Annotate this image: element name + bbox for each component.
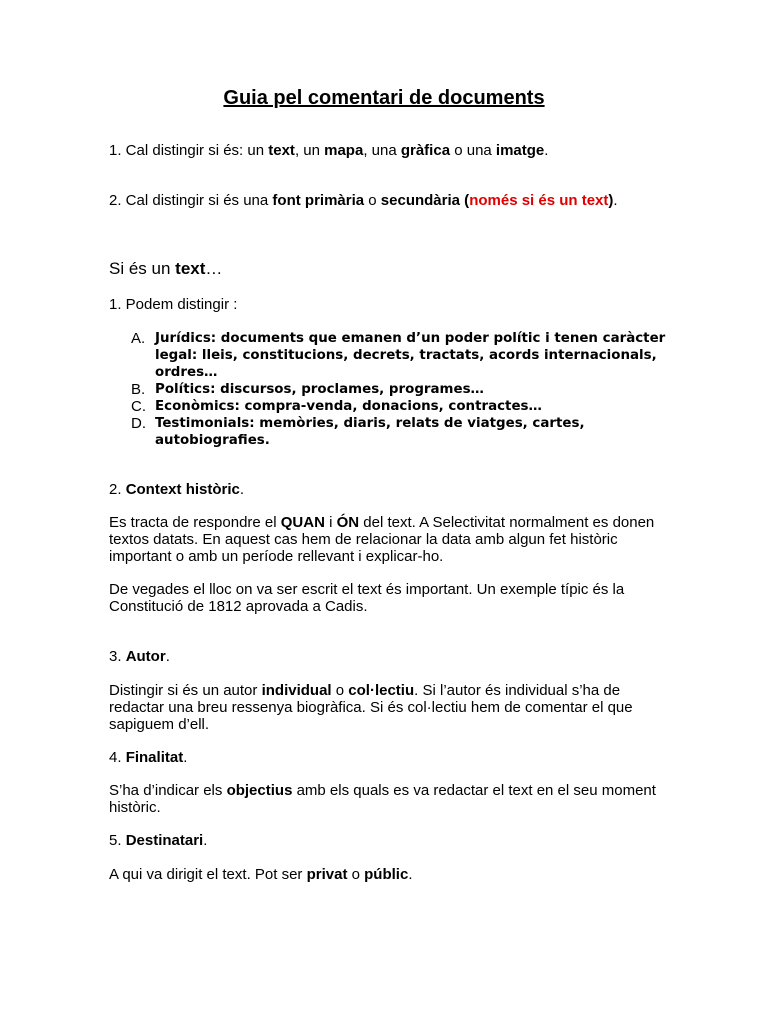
list-item-text: Econòmics: compra-venda, donacions, contractes… — [155, 399, 542, 414]
section-heading-prefix: Si és un — [109, 259, 176, 278]
text-run: font primària — [272, 192, 365, 209]
text-run: col·lectiu — [348, 682, 415, 699]
item-3-heading — [109, 648, 170, 665]
text-run: privat — [306, 866, 348, 883]
item-5-label: Destinatari — [125, 832, 204, 849]
list-marker: A. — [131, 330, 146, 347]
text-run: gràfica — [400, 142, 451, 159]
list-item — [131, 415, 671, 449]
destinatari-paragraph — [109, 866, 669, 883]
text-run: 1. Cal distingir si és: un — [109, 142, 269, 159]
item-3-end: . — [165, 648, 170, 665]
list-marker: C. — [131, 398, 146, 415]
list-item — [131, 381, 671, 398]
text-run: QUAN — [280, 514, 325, 531]
context-paragraph-1 — [109, 514, 669, 565]
document-title: Guia pel comentari de documents — [223, 87, 545, 109]
text-run: . — [408, 866, 413, 883]
text-run: Distingir si és un autor — [109, 682, 262, 699]
text-run: ( — [460, 192, 470, 209]
item-4-label: Finalitat — [125, 749, 184, 766]
intro-line-1 — [109, 142, 548, 159]
item-4-end: . — [183, 749, 188, 766]
item-2-label: Context històric — [125, 481, 240, 498]
text-run: S’ha d’indicar els — [109, 782, 227, 799]
intro-line-2 — [109, 192, 618, 209]
text-run: del text. A Selectivitat normalment es donen textos datats. En aquest cas hem de relacionar la data amb algun fet històric important o amb un període rellevant i explicar-ho. — [109, 514, 655, 565]
item-4-number: 4. — [109, 749, 126, 766]
list-item-text: Jurídics: documents que emanen d’un poder polític i tenen caràcter legal: lleis, constitucions, decrets, tractats, acords internacionals, ordres… — [155, 331, 666, 380]
item-2-number: 2. — [109, 481, 126, 498]
text-run: secundària — [380, 192, 461, 209]
list-marker: D. — [131, 415, 146, 432]
text-run: i — [324, 514, 337, 531]
text-run: A qui va dirigit el text. Pot ser — [109, 866, 307, 883]
item-1-label: 1. Podem distingir : — [109, 296, 238, 313]
list-item — [131, 330, 671, 381]
document-types-list — [131, 330, 671, 449]
item-4-heading — [109, 749, 187, 766]
text-run: només si és un text — [469, 192, 609, 209]
text-run: o una — [450, 142, 496, 159]
item-2-heading — [109, 481, 244, 498]
text-run: imatge — [495, 142, 545, 159]
text-run: o — [331, 682, 349, 699]
text-run: . — [613, 192, 618, 209]
text-run: amb els quals es va redactar el text en el seu moment històric. — [109, 782, 656, 816]
autor-paragraph — [109, 682, 669, 733]
text-run: . — [544, 142, 549, 159]
section-heading-bold: text — [175, 259, 206, 278]
text-run: ) — [608, 192, 614, 209]
item-3-number: 3. — [109, 648, 126, 665]
text-run: individual — [261, 682, 332, 699]
text-run: Es tracta de respondre el — [109, 514, 281, 531]
context-paragraph-2: De vegades el lloc on va ser escrit el text és important. Un exemple típic és la Constitució de 1812 aprovada a Cadis. — [109, 581, 625, 615]
text-run: mapa — [324, 142, 364, 159]
text-run: públic — [364, 866, 409, 883]
item-2-end: . — [239, 481, 245, 498]
list-item — [131, 398, 671, 415]
text-run: text — [268, 142, 295, 159]
text-run: objectius — [226, 782, 293, 799]
text-run: o — [347, 866, 365, 883]
text-run: 2. Cal distingir si és una — [109, 192, 273, 209]
item-5-end: . — [203, 832, 208, 849]
text-run: . Si l’autor és individual s’ha de redactar una breu ressenya biogràfica. Si és col·lectiu hem de comentar el que sapiguem d’ell. — [109, 682, 633, 733]
section-heading-suffix: … — [205, 259, 223, 278]
item-3-label: Autor — [125, 648, 166, 665]
text-run: ÓN — [336, 514, 360, 531]
section-heading — [109, 259, 222, 279]
list-item-text: Polítics: discursos, proclames, programes… — [155, 382, 484, 397]
list-item-text: Testimonials: memòries, diaris, relats de viatges, cartes, autobiografies. — [155, 416, 585, 448]
item-5-heading — [109, 832, 207, 849]
text-run: , un — [294, 142, 325, 159]
list-marker: B. — [131, 381, 146, 398]
item-5-number: 5. — [109, 832, 126, 849]
text-run: o — [364, 192, 381, 209]
text-run: , una — [363, 142, 401, 159]
finalitat-paragraph — [109, 782, 669, 816]
